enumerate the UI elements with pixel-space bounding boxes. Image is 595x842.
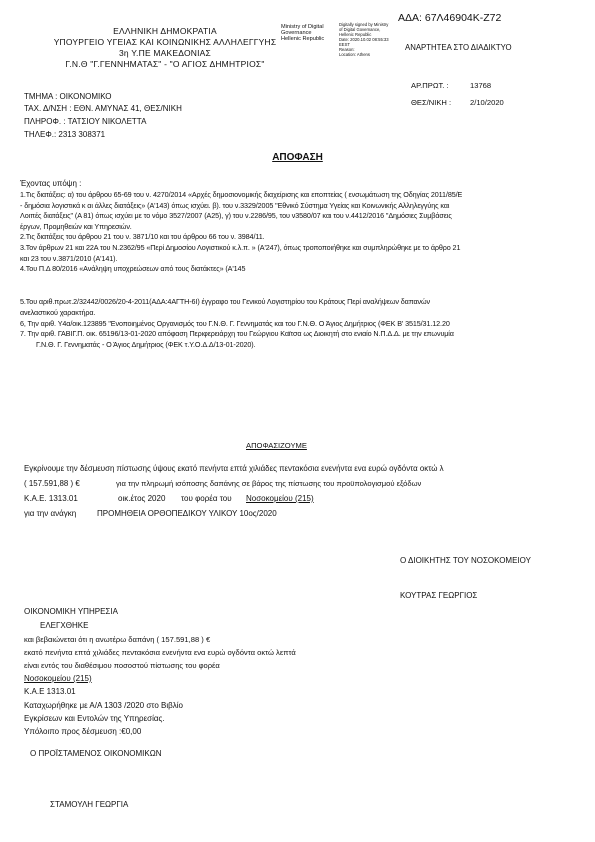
finance-checked: ΕΛΕΓΧΘΗΚΕ xyxy=(40,621,89,630)
finance-line-1: και βεβαιώνεται ότι η ανωτέρω δαπάνη ( 157.591,88 ) € xyxy=(24,635,211,644)
signature-stamp-left xyxy=(281,24,324,43)
consideration-line: έργων, Προμηθειών και Υπηρεσιών. xyxy=(20,221,132,231)
consideration-line: ανελαστικού χαρακτήρα. xyxy=(20,307,96,317)
header-line-4: Γ.Ν.Θ "Γ.ΓΕΝΝΗΜΑΤΑΣ" - "Ο ΑΓΙΟΣ ΔΗΜΗΤΡΙΟΣ" xyxy=(65,59,265,69)
consideration-line: Γ.Ν.Θ. Γ. Γεννηματάς - Ο Άγιος Δημήτριος (ΦΕΚ τ.Υ.Ο.Δ.Δ/13-01-2020). xyxy=(36,340,256,350)
consideration-line: Λοιπές διατάξεις" (Α 81) όπως ισχύει με το νόμο 3527/2007 (Α25), γ) του ν.2286/95, του ν3580/07 και του ν.4412/2016 "Δημόσιες Συμβάσεις xyxy=(20,211,452,221)
digital-signature-stamp xyxy=(281,22,396,57)
stamp-right-line: Date: 2020.10.02 08:55:33 xyxy=(339,37,389,42)
consideration-line: 4.Του Π.Δ 80/2016 «Ανάληψη υποχρεώσεων από τους διατάκτες» (Α'145 xyxy=(20,264,246,274)
protocol-number-label: ΑΡ.ΠΡΩΤ. : xyxy=(411,81,449,90)
stamp-left-line: Hellenic Republic xyxy=(281,36,325,43)
address-line: ΤΑΧ. Δ/ΝΣΗ : ΕΘΝ. ΑΜΥΝΑΣ 41, ΘΕΣ/ΝΙΚΗ xyxy=(24,104,182,113)
department-line: ΤΜΗΜΑ : ΟΙΚΟΝΟΜΙΚΟ xyxy=(24,92,112,101)
decision-amount: ( 157.591,88 ) € xyxy=(24,479,80,488)
consideration-line: και 23 του ν.3871/2010 (Α'141). xyxy=(20,253,118,263)
decision-entity-label: του φορέα του xyxy=(181,494,232,503)
contact-person-line: ΠΛΗΡΟΦ. : ΤΑΤΣΙΟΥ ΝΙΚΟΛΕΤΤΑ xyxy=(24,117,147,126)
consideration-line: 5.Του αριθ.πρωτ.2/32442/0026/20-4-2011(ΑΔΑ:4ΑΓΤΗ-6Ι) έγγραφο του Γενικού Λογιστηρίου του Κράτους Περί αναλήψεων δαπανών xyxy=(20,297,431,306)
decision-need-value: ΠΡΟΜΗΘΕΙΑ ΟΡΘΟΠΕΔΙΚΟΥ ΥΛΙΚΟΥ 10ος/2020 xyxy=(97,509,277,518)
finance-entity: Νοσοκομείου (215) xyxy=(24,674,92,683)
finance-line-2: εκατό πενήντα επτά χιλιάδες πεντακόσια ενενήντα ενα ευρώ ογδόντα οκτώ λεπτά xyxy=(24,648,296,657)
document-title: ΑΠΟΦΑΣΗ xyxy=(272,152,323,163)
consideration-line: 6, Την αριθ. Υ4α/οικ.123895 "Ενοποιημένος Οργανισμός του Γ.Ν.Θ. Γ. Γεννηματάς και του Γ.Ν.Θ. Ο Άγιος Δημήτριος (ΦΕΚ Β' 3515/31.12.20 xyxy=(20,318,450,328)
stamp-right-line: Hellenic Republic xyxy=(339,32,372,37)
finance-title: ΟΙΚΟΝΟΜΙΚΗ ΥΠΗΡΕΣΙΑ xyxy=(24,607,118,616)
finance-registered: Καταχωρήθηκε με Α/Α 1303 /2020 στο Βιβλίο xyxy=(24,701,183,710)
decision-heading: ΑΠΟΦΑΣΙΖΟΥΜΕ xyxy=(246,441,307,450)
head-finance-name: ΣΤΑΜΟΥΛΗ ΓΕΩΡΓΙΑ xyxy=(50,800,129,809)
header-line-2: ΥΠΟΥΡΓΕΙΟ ΥΓΕΙΑΣ ΚΑΙ ΚΟΙΝΩΝΙΚΗΣ ΑΛΛΗΛΕΓΓΥΗΣ xyxy=(53,37,277,47)
signature-stamp-right xyxy=(339,22,389,57)
stamp-left-line: Ministry of Digital xyxy=(281,24,324,30)
stamp-right-line: Reason: xyxy=(339,47,355,52)
ada-code: ΑΔΑ: 67Λ46904Κ-Ζ72 xyxy=(398,12,502,24)
consideration-line: 1.Τις διατάξεις: α) του άρθρου 65-69 του ν. 4270/2014 «Αρχές δημοσιονομικής διαχείρισης και εποπτείας ( ενσωμάτωση της Οδηγίας 2011/85/Ε xyxy=(20,190,463,199)
stamp-left-line: Governance xyxy=(281,30,312,37)
header-line-1: ΕΛΛΗΝΙΚΗ ΔΗΜΟΚΡΑΤΙΑ xyxy=(113,26,217,36)
consideration-line: - δημόσια λογιστικά κ αι άλλες διατάξεις» (Α'143) όπως ισχύει. β). του ν.3329/2005 "Εθνικό Σύστημα Υγείας και Κοινωνικής Αλληλεγγύης και xyxy=(20,200,450,210)
consideration-line: 7. Την αριθ. ΓΑΒΙΓ.Π. οικ. 65196/13-01-2020 απόφαση Περιφερειάρχη του Γεώργιου Καϊτσα ως Διοικητή στο ενιαίο Ν.Π.Δ.Δ. με την επωνυμία xyxy=(20,329,454,339)
phone-line: ΤΗΛΕΦ.: 2313 308371 xyxy=(24,130,106,139)
considerations-list-1 xyxy=(20,190,595,275)
decision-line-1: Εγκρίνουμε την δέσμευση πίστωσης ύψους εκατό πενήντα επτά χιλιάδες πεντακόσια ενενήντα ενα ευρώ ογδόντα οκτώ λ xyxy=(24,464,444,473)
finance-kae: Κ.Α.Ε 1313.01 xyxy=(24,687,76,696)
considerations-heading: Έχοντας υπόψη : xyxy=(20,179,82,188)
decision-kae: Κ.Α.Ε. 1313.01 xyxy=(24,494,78,503)
director-title: Ο ΔΙΟΙΚΗΤΗΣ ΤΟΥ ΝΟΣΟΚΟΜΕΙΟΥ xyxy=(400,556,531,565)
post-online-note: ΑΝΑΡΤΗΤΕΑ ΣΤΟ ΔΙΑΔΙΚΤΥΟ xyxy=(405,43,512,52)
considerations-list-2 xyxy=(20,297,595,351)
director-name: ΚΟΥΤΡΑΣ ΓΕΩΡΓΙΟΣ xyxy=(400,591,478,600)
consideration-line: 3.Τον άρθρων 21 και 22Α του Ν.2362/95 «Περί Δημοσίου Λογιστικού κ.λ.π. » (Α'247), όπως τροποποιήθηκε και συμπληρώθηκε με το άρθρο 21 xyxy=(20,242,461,252)
head-finance-title: Ο ΠΡΟΪΣΤΑΜΕΝΟΣ ΟΙΚΟΝΟΜΙΚΩΝ xyxy=(30,749,162,758)
decision-fiscal-year: οικ.έτος 2020 xyxy=(118,494,166,503)
finance-line-3: είναι εντός του διαθέσιμου ποσοστού πίστωσης του φορέα xyxy=(24,661,220,670)
stamp-right-line: Location: Athens xyxy=(339,52,370,57)
decision-line-2: για την πληρωμή ισόποσης δαπάνης σε βάρος της πίστωσης του προϋπολογισμού εξόδων xyxy=(116,479,422,488)
finance-approvals: Εγκρίσεων και Εντολών της Υπηρεσίας. xyxy=(24,714,165,723)
header-line-3: 3η Υ.ΠΕ ΜΑΚΕΔΟΝΙΑΣ xyxy=(119,48,211,58)
protocol-number-value: 13768 xyxy=(470,81,492,90)
stamp-right-line: Digitally signed by Ministry xyxy=(339,22,389,27)
decision-entity: Νοσοκομείου (215) xyxy=(246,494,314,503)
protocol-date-value: 2/10/2020 xyxy=(470,98,504,107)
stamp-right-line: of Digital Governance, xyxy=(339,27,381,32)
stamp-right-line: EEST xyxy=(339,42,350,47)
consideration-line: 2.Τις διατάξεις του άρθρου 21 του ν. 3871/10 και του άρθρου 66 του ν. 3984/11. xyxy=(20,232,265,242)
decision-need-label: για την ανάγκη xyxy=(24,509,77,518)
finance-remaining: Υπόλοιπο προς δέσμευση :€0,00 xyxy=(24,727,142,736)
protocol-date-label: ΘΕΣ/ΝΙΚΗ : xyxy=(411,98,452,107)
